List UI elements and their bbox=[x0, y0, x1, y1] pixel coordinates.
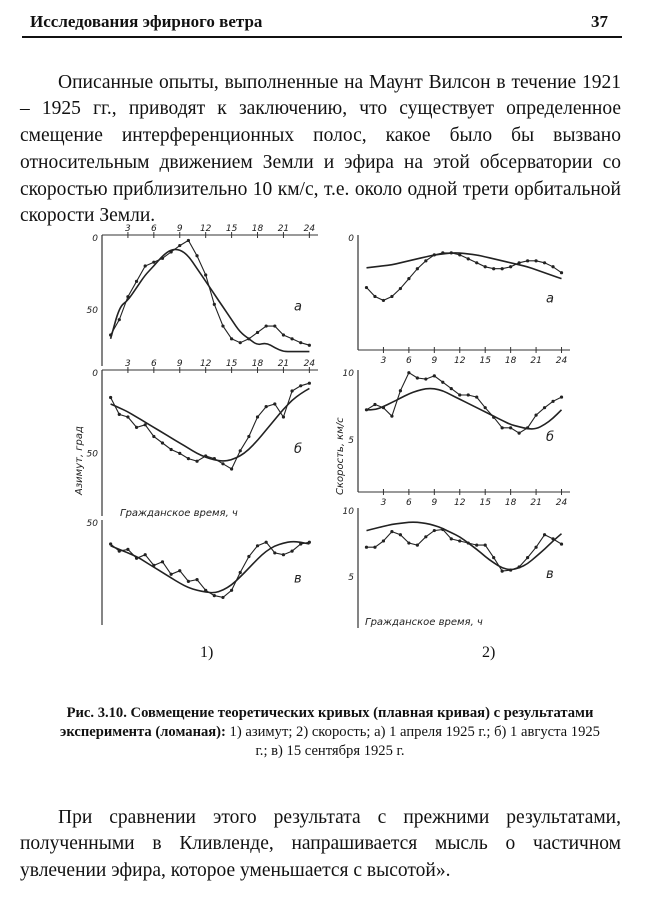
data-point bbox=[221, 462, 224, 465]
data-point bbox=[399, 287, 402, 290]
hour-tick-label: 15 bbox=[225, 224, 238, 234]
data-point bbox=[109, 542, 112, 545]
data-point bbox=[534, 414, 537, 417]
theory-curve bbox=[111, 542, 310, 593]
data-point bbox=[475, 395, 478, 398]
data-point bbox=[365, 408, 368, 411]
data-point bbox=[221, 324, 224, 327]
experiment-curve bbox=[111, 542, 310, 597]
time-axis-label: Гражданское время, ч bbox=[120, 508, 238, 519]
theory-curve bbox=[111, 388, 310, 461]
y-tick-label: 10 bbox=[342, 507, 354, 517]
experiment-curve bbox=[367, 253, 562, 301]
data-point bbox=[178, 244, 181, 247]
data-point bbox=[256, 415, 259, 418]
y-tick-label: 50 bbox=[86, 449, 98, 460]
data-point bbox=[450, 537, 453, 540]
data-point bbox=[509, 426, 512, 429]
data-point bbox=[230, 589, 233, 592]
data-point bbox=[526, 556, 529, 559]
data-point bbox=[187, 457, 190, 460]
data-point bbox=[467, 393, 470, 396]
data-point bbox=[273, 402, 276, 405]
data-point bbox=[299, 341, 302, 344]
y-tick-label: 5 bbox=[348, 436, 354, 447]
data-point bbox=[126, 295, 129, 298]
hour-tick-label: 18 bbox=[504, 356, 517, 366]
subplot-letter: в bbox=[546, 567, 554, 582]
data-point bbox=[450, 251, 453, 254]
data-point bbox=[416, 267, 419, 270]
running-header-title: Исследования эфирного ветра bbox=[30, 12, 263, 31]
data-point bbox=[256, 544, 259, 547]
data-point bbox=[450, 387, 453, 390]
data-point bbox=[178, 569, 181, 572]
data-point bbox=[204, 273, 207, 276]
data-point bbox=[230, 467, 233, 470]
hour-tick-label: 15 bbox=[479, 356, 491, 366]
data-point bbox=[551, 265, 554, 268]
theory-curve bbox=[367, 522, 562, 569]
data-point bbox=[152, 564, 155, 567]
data-point bbox=[290, 550, 293, 553]
data-point bbox=[467, 541, 470, 544]
data-point bbox=[407, 541, 410, 544]
data-point bbox=[433, 253, 436, 256]
data-point bbox=[299, 384, 302, 387]
data-point bbox=[543, 533, 546, 536]
data-point bbox=[299, 542, 302, 545]
data-point bbox=[282, 415, 285, 418]
data-point bbox=[152, 435, 155, 438]
hour-tick-label: 15 bbox=[479, 498, 491, 508]
data-point bbox=[265, 405, 268, 408]
data-point bbox=[526, 426, 529, 429]
data-point bbox=[501, 267, 504, 270]
data-point bbox=[265, 324, 268, 327]
data-point bbox=[441, 381, 444, 384]
data-point bbox=[433, 374, 436, 377]
hour-tick-label: 9 bbox=[431, 498, 438, 508]
data-point bbox=[373, 403, 376, 406]
data-point bbox=[308, 382, 311, 385]
data-point bbox=[273, 324, 276, 327]
data-point bbox=[509, 265, 512, 268]
data-point bbox=[484, 544, 487, 547]
experiment-curve bbox=[367, 373, 562, 433]
hour-tick-label: 3 bbox=[125, 224, 131, 234]
y-tick-label: 0 bbox=[92, 234, 98, 244]
data-point bbox=[256, 331, 259, 334]
y-tick-label: 50 bbox=[86, 306, 98, 317]
data-point bbox=[424, 535, 427, 538]
subplot-letter: в bbox=[294, 571, 302, 587]
theory-curve bbox=[111, 249, 310, 351]
data-point bbox=[382, 299, 385, 302]
data-point bbox=[213, 457, 216, 460]
data-point bbox=[382, 406, 385, 409]
data-point bbox=[230, 337, 233, 340]
hour-tick-label: 3 bbox=[380, 356, 387, 366]
data-point bbox=[282, 553, 285, 556]
data-point bbox=[247, 337, 250, 340]
data-point bbox=[109, 396, 112, 399]
data-point bbox=[534, 259, 537, 262]
data-point bbox=[239, 571, 242, 574]
hour-tick-label: 9 bbox=[176, 224, 183, 234]
hour-tick-label: 24 bbox=[555, 356, 568, 366]
data-point bbox=[265, 541, 268, 544]
y-tick-label: 50 bbox=[86, 519, 98, 529]
data-point bbox=[475, 544, 478, 547]
data-point bbox=[407, 371, 410, 374]
data-point bbox=[135, 557, 138, 560]
azimuth-axis-label: Азимут, град bbox=[74, 426, 85, 495]
data-point bbox=[135, 426, 138, 429]
hour-tick-label: 6 bbox=[406, 498, 412, 508]
figure-plots bbox=[60, 220, 640, 655]
data-point bbox=[161, 441, 164, 444]
data-point bbox=[501, 426, 504, 429]
data-point bbox=[273, 551, 276, 554]
data-point bbox=[282, 333, 285, 336]
hour-tick-label: 12 bbox=[454, 356, 466, 366]
hour-tick-label: 21 bbox=[277, 224, 290, 234]
hour-tick-label: 6 bbox=[406, 356, 412, 366]
data-point bbox=[399, 389, 402, 392]
caption-bold: Рис. 3.10. Совмещение теоретических кривых (плавная кривая) с результатами эксперимента (ломаная): bbox=[60, 705, 594, 740]
data-point bbox=[390, 295, 393, 298]
data-point bbox=[290, 337, 293, 340]
data-point bbox=[247, 435, 250, 438]
data-point bbox=[475, 261, 478, 264]
data-point bbox=[308, 344, 311, 347]
data-point bbox=[492, 556, 495, 559]
data-point bbox=[551, 537, 554, 540]
data-point bbox=[416, 544, 419, 547]
data-point bbox=[399, 533, 402, 536]
hour-tick-label: 12 bbox=[199, 224, 212, 234]
data-point bbox=[144, 423, 147, 426]
data-point bbox=[534, 546, 537, 549]
subplot-letter: а bbox=[294, 299, 302, 315]
hour-tick-label: 9 bbox=[176, 359, 183, 369]
data-point bbox=[526, 259, 529, 262]
y-tick-label: 10 bbox=[342, 369, 354, 379]
data-point bbox=[152, 261, 155, 264]
running-header bbox=[22, 10, 622, 38]
hour-tick-label: 18 bbox=[251, 224, 264, 234]
data-point bbox=[365, 286, 368, 289]
experiment-curve bbox=[367, 530, 562, 572]
time-axis-label: Гражданское время, ч bbox=[365, 617, 483, 628]
data-point bbox=[247, 555, 250, 558]
data-point bbox=[118, 550, 121, 553]
data-point bbox=[204, 454, 207, 457]
hour-tick-label: 3 bbox=[125, 359, 131, 369]
body-paragraph-2: При сравнении этого результата с прежними результатами, полученными в Кливленде, напрашивается мысль о частичном увлечении эфира, которое уменьшается с высотой». bbox=[20, 806, 621, 882]
caption-rest: 1) азимут; 2) скорость; а) 1 апреля 1925 г.; б) 1 августа 1925 г.; в) 15 сентября 1925 г. bbox=[225, 724, 600, 759]
y-tick-label: 0 bbox=[348, 234, 354, 244]
subplot-letter: а bbox=[546, 291, 554, 307]
data-point bbox=[424, 259, 427, 262]
data-point bbox=[239, 341, 242, 344]
data-point bbox=[126, 548, 129, 551]
speed-axis-label: Скорость, км/с bbox=[335, 417, 346, 495]
hour-tick-label: 18 bbox=[251, 359, 264, 369]
data-point bbox=[501, 570, 504, 573]
subplot-letter: б bbox=[546, 430, 555, 445]
data-point bbox=[407, 277, 410, 280]
data-point bbox=[492, 416, 495, 419]
experiment-curve bbox=[111, 383, 310, 469]
data-point bbox=[382, 539, 385, 542]
data-point bbox=[170, 448, 173, 451]
data-point bbox=[416, 376, 419, 379]
experiment-curve bbox=[111, 240, 310, 345]
data-point bbox=[390, 415, 393, 418]
data-point bbox=[441, 528, 444, 531]
data-point bbox=[118, 413, 121, 416]
data-point bbox=[484, 265, 487, 268]
data-point bbox=[365, 546, 368, 549]
hour-tick-label: 15 bbox=[225, 359, 238, 369]
data-point bbox=[390, 530, 393, 533]
hour-tick-label: 24 bbox=[303, 359, 316, 369]
panel-1-label: 1) bbox=[200, 644, 214, 661]
data-point bbox=[518, 261, 521, 264]
hour-tick-label: 12 bbox=[199, 359, 212, 369]
data-point bbox=[213, 303, 216, 306]
data-point bbox=[424, 377, 427, 380]
data-point bbox=[144, 553, 147, 556]
figure-3-10 bbox=[60, 220, 640, 661]
hour-tick-label: 21 bbox=[277, 359, 290, 369]
data-point bbox=[135, 280, 138, 283]
data-point bbox=[290, 389, 293, 392]
data-point bbox=[161, 560, 164, 563]
hour-tick-label: 24 bbox=[303, 224, 316, 234]
data-point bbox=[195, 254, 198, 257]
hour-tick-label: 18 bbox=[504, 498, 517, 508]
data-point bbox=[213, 594, 216, 597]
panel-2-label: 2) bbox=[482, 644, 496, 661]
data-point bbox=[560, 271, 563, 274]
data-point bbox=[221, 596, 224, 599]
data-point bbox=[170, 250, 173, 253]
data-point bbox=[195, 578, 198, 581]
y-tick-label: 0 bbox=[92, 369, 98, 379]
data-point bbox=[373, 295, 376, 298]
data-point bbox=[187, 580, 190, 583]
subplot-letter: б bbox=[294, 442, 303, 457]
data-point bbox=[118, 318, 121, 321]
data-point bbox=[551, 400, 554, 403]
figure-caption bbox=[60, 704, 600, 761]
hour-tick-label: 21 bbox=[530, 356, 542, 366]
data-point bbox=[518, 432, 521, 435]
hour-tick-label: 6 bbox=[150, 224, 157, 234]
data-point bbox=[170, 573, 173, 576]
data-point bbox=[144, 264, 147, 267]
hour-tick-label: 24 bbox=[555, 498, 568, 508]
data-point bbox=[543, 406, 546, 409]
data-point bbox=[518, 565, 521, 568]
data-point bbox=[467, 257, 470, 260]
y-tick-label: 5 bbox=[348, 573, 354, 583]
body-paragraph-1: Описанные опыты, выполненные на Маунт Вилсон в течение 1921 – 1925 гг., приводят к заключению, что существует определенное смещение интерференционных полос, какое было бы вызвано относительным движением Земли и эфира на этой обсерватории со скоростью приблизительно 10 км/с, т.е. около одной трети орбитальной скорости Земли. bbox=[20, 71, 621, 227]
hour-tick-label: 3 bbox=[380, 498, 387, 508]
hour-tick-label: 9 bbox=[431, 356, 438, 366]
data-point bbox=[458, 539, 461, 542]
data-point bbox=[458, 393, 461, 396]
data-point bbox=[308, 541, 311, 544]
data-point bbox=[484, 406, 487, 409]
hour-tick-label: 21 bbox=[530, 498, 542, 508]
data-point bbox=[204, 589, 207, 592]
hour-tick-label: 6 bbox=[150, 359, 157, 369]
data-point bbox=[560, 542, 563, 545]
data-point bbox=[441, 251, 444, 254]
hour-tick-label: 12 bbox=[454, 498, 466, 508]
data-point bbox=[492, 267, 495, 270]
data-point bbox=[195, 460, 198, 463]
data-point bbox=[373, 546, 376, 549]
data-point bbox=[433, 529, 436, 532]
data-point bbox=[458, 253, 461, 256]
data-point bbox=[239, 449, 242, 452]
data-point bbox=[543, 261, 546, 264]
data-point bbox=[161, 257, 164, 260]
data-point bbox=[109, 333, 112, 336]
data-point bbox=[126, 415, 129, 418]
data-point bbox=[187, 239, 190, 242]
page-number: 37 bbox=[591, 12, 608, 31]
data-point bbox=[509, 568, 512, 571]
data-point bbox=[560, 395, 563, 398]
data-point bbox=[178, 452, 181, 455]
